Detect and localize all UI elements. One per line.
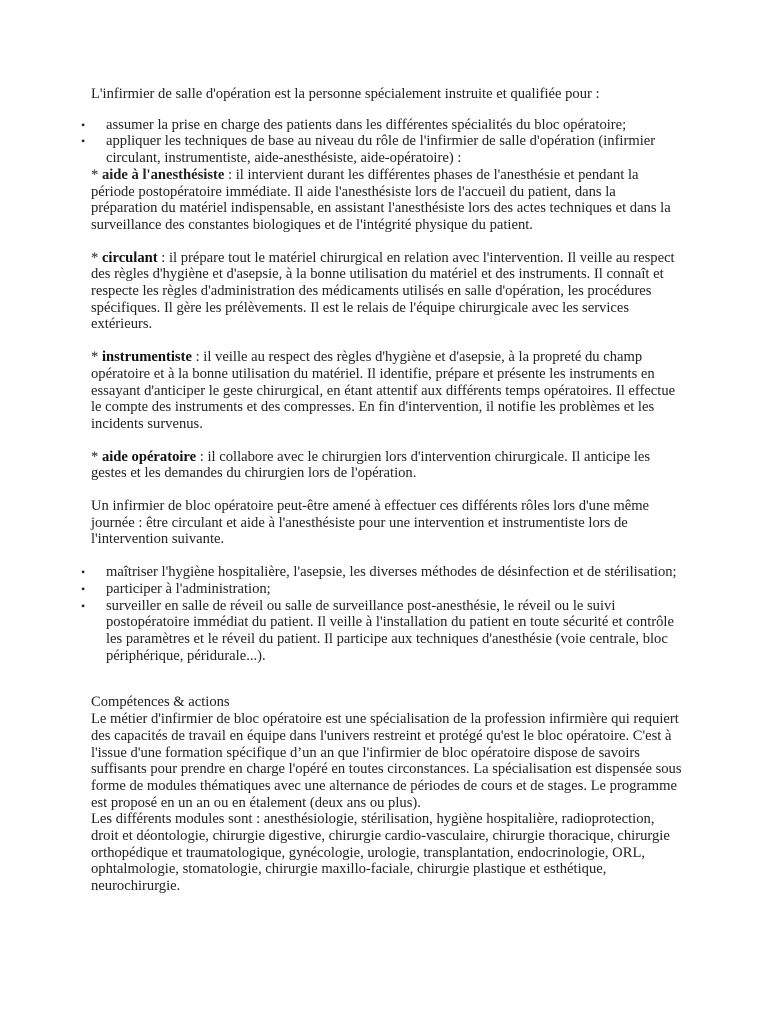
role-prefix: *	[91, 166, 102, 183]
role-term: aide à l'anesthésiste	[101, 166, 225, 183]
role-description: : il collabore avec le chirurgien lors d'intervention chirurgicale. Il anticipe les gestes et les demandes du chirurgien lors de l'opération.	[91, 448, 651, 482]
list-item: • maîtriser l'hygiène hospitalière, l'asepsie, les diverses méthodes de désinfection et de stérilisation;	[91, 564, 683, 581]
role-description: : il intervient durant les différentes phases de l'anesthésie et pendant la période postopératoire immédiate. Il aide l'anesthésiste lors de l'accueil du patient, dans la préparation du matériel indispensable, en assistant l'anesthésiste lors des actes techniques et dans la surveillance des constantes biologiques et de l'intégrité physique du patient.	[91, 166, 671, 233]
role-prefix: *	[91, 249, 102, 266]
role-prefix: *	[91, 448, 102, 465]
bullet-list-tasks	[91, 564, 683, 664]
role-instrumentiste	[91, 349, 683, 433]
role-prefix: *	[91, 349, 102, 366]
section-title: Compétences & actions	[91, 694, 230, 711]
list-item: • participer à l'administration;	[91, 581, 683, 598]
bullet-list-roles	[91, 117, 683, 167]
list-item: • surveiller en salle de réveil ou salle de surveillance post-anesthésie, le réveil ou le suivi postopératoire immédiat du patient. Il veille à l'installation du patient en toute sécurité et contrôle les paramètres et le réveil du patient. Il participe aux techniques d'anesthésie (voie centrale, bloc périphérique, péridurale...).	[91, 598, 683, 665]
role-aide-operatoire	[91, 449, 683, 482]
list-item: • assumer la prise en charge des patients dans les différentes spécialités du bloc opératoire;	[91, 117, 683, 134]
modules-paragraph: Les différents modules sont : anesthésiologie, stérilisation, hygiène hospitalière, radioprotection, droit et déontologie, chirurgie digestive, chirurgie cardio-vasculaire, chirurgie thoracique, chirurgie orthopédique et traumatologique, gynécologie, urologie, transplantation, endocrinologie, ORL, ophtalmologie, stomatologie, chirurgie maxillo-faciale, chirurgie plastique et esthétique, neurochirurgie.	[91, 811, 670, 895]
document-body	[91, 86, 683, 895]
role-circulant	[91, 250, 683, 334]
list-item: • appliquer les techniques de base au niveau du rôle de l'infirmier de salle d'opération (infirmier circulant, instrumentiste, aide-anesthésiste, aide-opératoire) :	[91, 133, 683, 166]
role-description: : il prépare tout le matériel chirurgical en relation avec l'intervention. Il veille au respect des règles d'hygiène et d'asepsie, à la bonne utilisation du matériel et des instruments. Il connaît et respecte les règles d'administration des médicaments utilisés en salle d'opération, les procédures spécifiques. Il gère les prélèvements. Il est le relais de l'équipe chirurgicale avec les services extérieurs.	[91, 249, 675, 333]
roles-summary-paragraph: Un infirmier de bloc opératoire peut-être amené à effectuer ces différents rôles lors d'une même journée : être circulant et aide à l'anesthésiste pour une intervention et instrumentiste lors de l'intervention suivante.	[91, 498, 650, 548]
competences-paragraph: Le métier d'infirmier de bloc opératoire est une spécialisation de la profession infirmière qui requiert des capacités de travail en équipe dans l'univers restreint et protégé qu'est le bloc opératoire. C'est à l'issue d'une formation spécifique d’un an que l'infirmier de bloc opératoire dispose de savoirs suffisants pour prendre en charge l'opéré en toutes circonstances. La spécialisation est dispensée sous forme de modules thématiques avec une alternance de périodes de cours et de stages. Le programme est proposé en un an ou en étalement (deux ans ou plus).	[91, 711, 682, 811]
role-description: : il veille au respect des règles d'hygiène et d'asepsie, à la propreté du champ opératoire et à la bonne utilisation du matériel. Il identifie, prépare et présente les instruments en essayant d'anticiper le geste chirurgical, en étant attentif aux différents temps opératoires. Il effectue le compte des instruments et des compresses. En fin d'intervention, il notifie les problèmes et les incidents survenus.	[91, 349, 676, 432]
role-term: aide opératoire	[101, 448, 197, 465]
intro-paragraph: L'infirmier de salle d'opération est la personne spécialement instruite et qualifiée pour :	[91, 86, 600, 102]
role-term: circulant	[101, 249, 158, 266]
role-aide-anesthesiste	[91, 167, 683, 234]
role-term: instrumentiste	[101, 349, 192, 366]
